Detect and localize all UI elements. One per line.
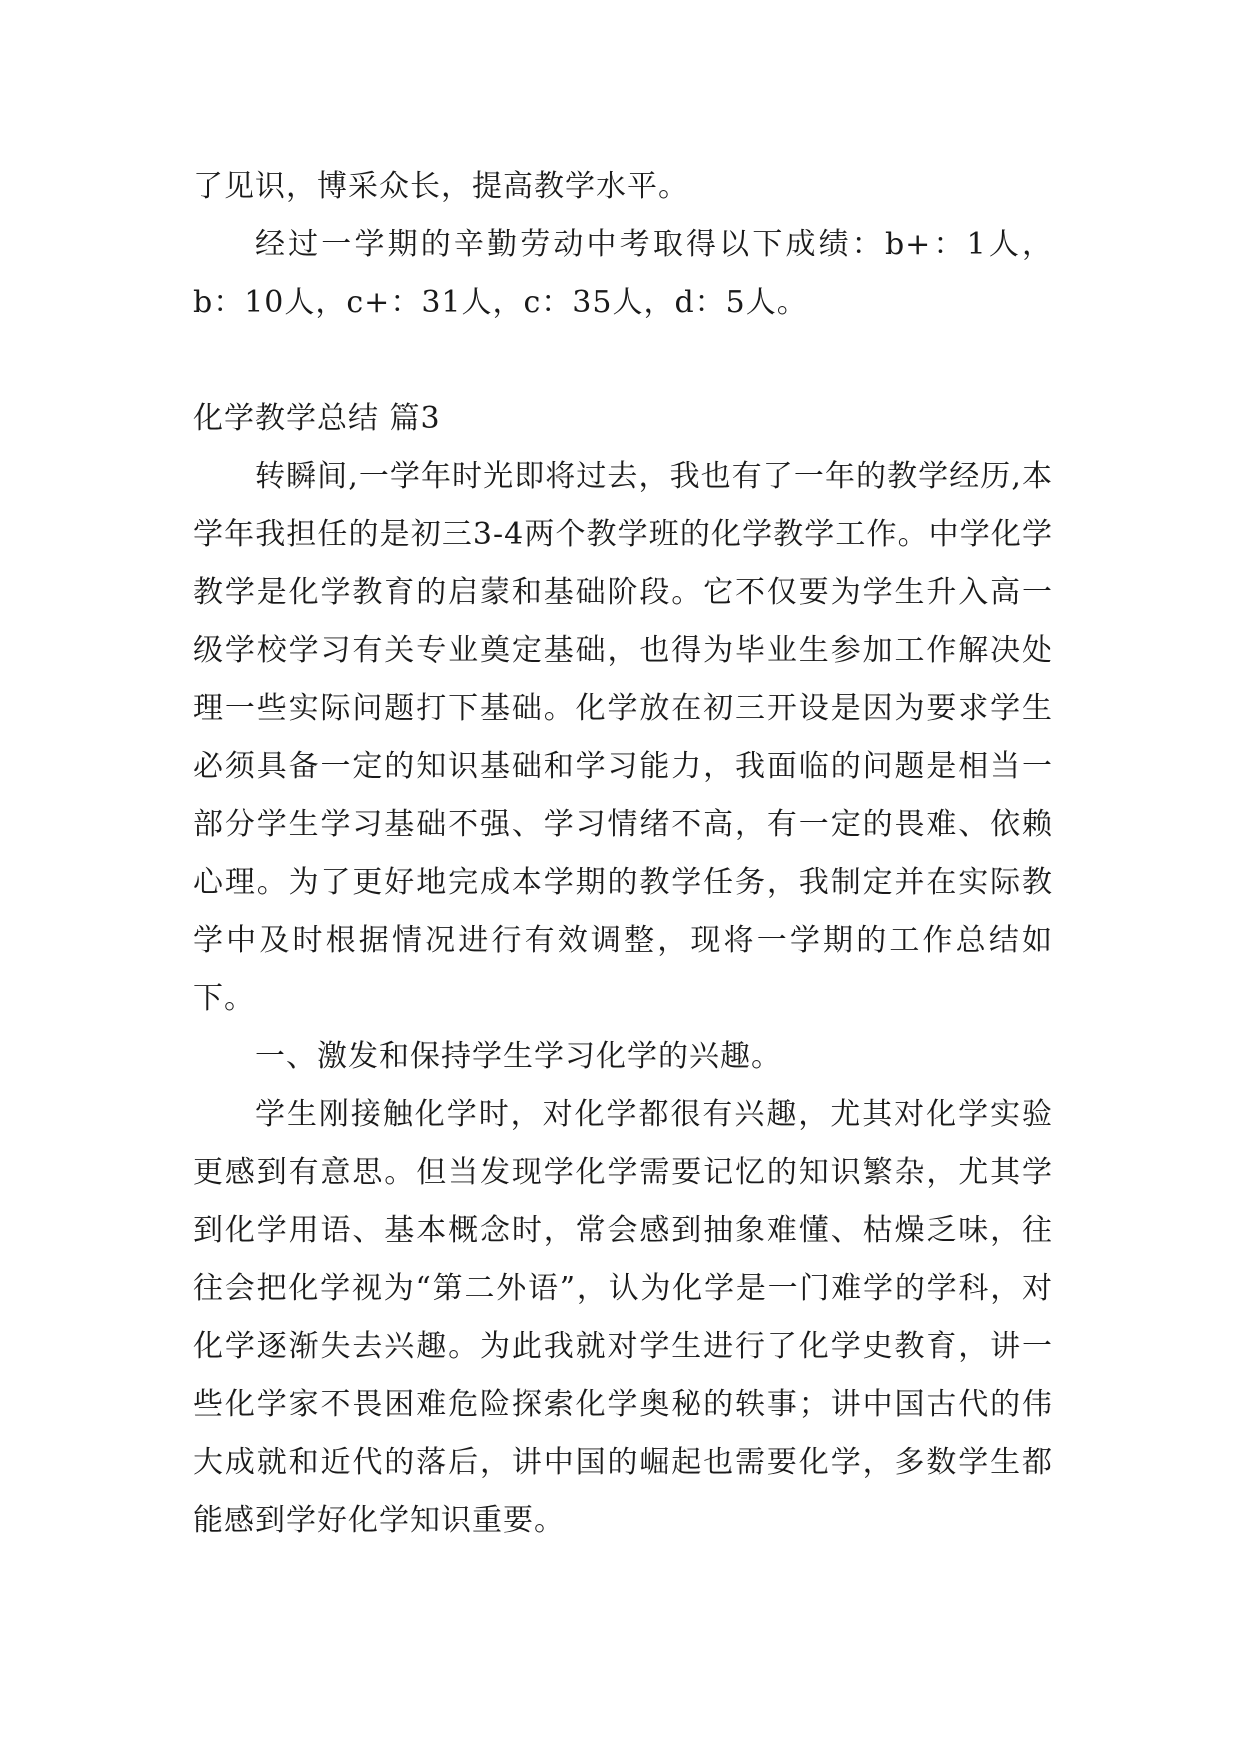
paragraph-exam-results: 经过一学期的辛勤劳动中考取得以下成绩：b+：1人，b：10人，c+：31人，c：35人，d：5人。 [193,227,1053,320]
paragraph-continuation: 了见识，博采众长，提高教学水平。 [193,169,689,204]
paragraph-point-one-body: 学生刚接触化学时，对化学都很有兴趣，尤其对化学实验更感到有意思。但当发现学化学需要记忆的知识繁杂，尤其学到化学用语、基本概念时，常会感到抽象难懂、枯燥乏味，往往会把化学视为“第二外语”，认为化学是一门难学的学科，对化学逐渐失去兴趣。为此我就对学生进行了化学史教育，讲一些化学家不畏困难危险探索化学奥秘的轶事；讲中国古代的伟大成就和近代的落后，讲中国的崛起也需要化学，多数学生都能感到学好化学知识重要。 [193,1097,1053,1538]
paragraph-point-one-title: 一、激发和保持学生学习化学的兴趣。 [255,1039,782,1074]
document-body [193,158,1053,1550]
paragraph-intro: 转瞬间,一学年时光即将过去，我也有了一年的教学经历,本学年我担任的是初三3-4两个教学班的化学教学工作。中学化学教学是化学教育的启蒙和基础阶段。它不仅要为学生升入高一级学校学习有关专业奠定基础，也得为毕业生参加工作解决处理一些实际问题打下基础。化学放在初三开设是因为要求学生必须具备一定的知识基础和学习能力，我面临的问题是相当一部分学生学习基础不强、学习情绪不高，有一定的畏难、依赖心理。为了更好地完成本学期的教学任务，我制定并在实际教学中及时根据情况进行有效调整，现将一学期的工作总结如下。 [193,459,1053,1016]
section-gap [193,332,1053,390]
section-heading: 化学教学总结 篇3 [193,401,441,436]
